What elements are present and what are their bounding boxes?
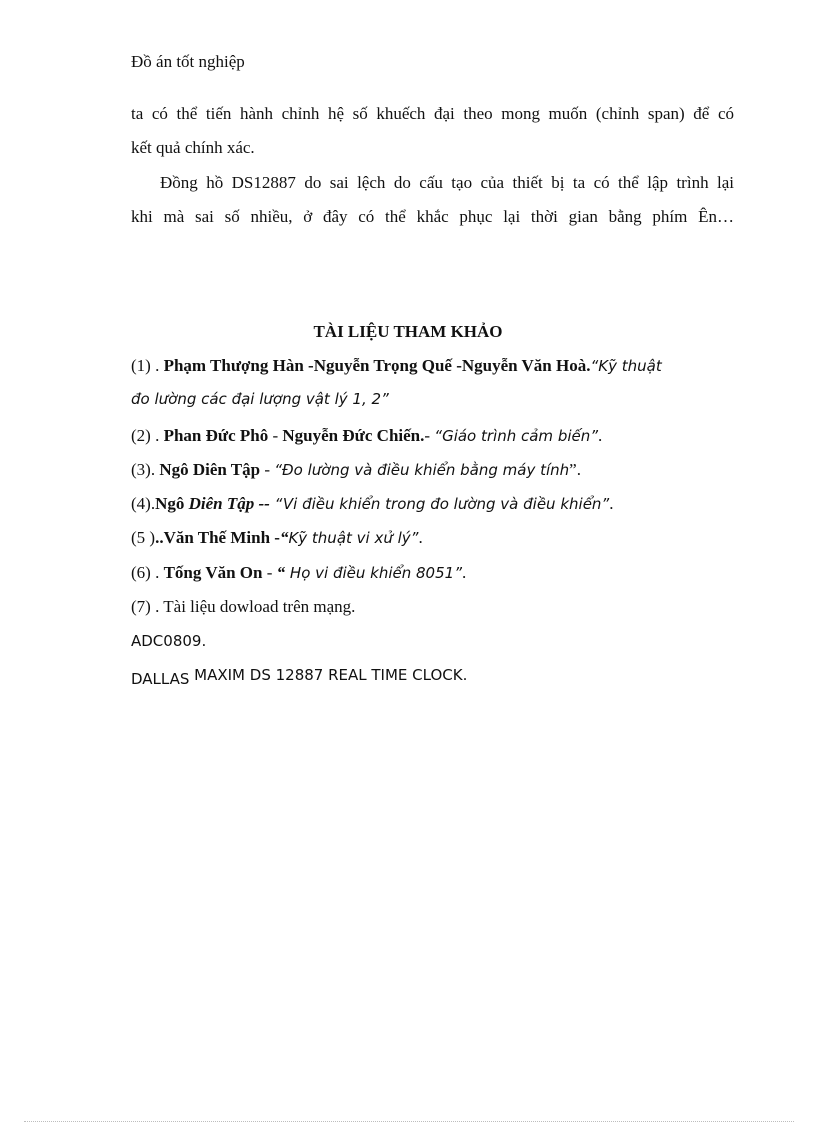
reference-9-part-2: MAXIM DS 12887 REAL TIME CLOCK. [189,666,468,684]
reference-2-title: “Giáo trình cảm biến” [434,427,599,445]
reference-4-author-bold: Ngô [155,494,189,513]
reference-1 [131,356,662,376]
reference-4-title: “Vi điều khiển trong đo lường và điều khiển” [269,495,610,513]
reference-1-title: “Kỹ thuật [590,357,662,375]
body-paragraph-2-line-2: khi mà sai số nhiều, ở đây có thể khắc phục lại thời gian bằng phím Ên… [131,207,734,226]
reference-4-end: . [609,494,614,513]
reference-2-separator: - [268,426,283,445]
reference-1-number: (1) . [131,356,164,375]
reference-1-title-cont: đo lường các đại lượng vật lý 1, 2” [131,390,389,408]
reference-4 [131,494,613,514]
reference-6 [131,563,466,583]
reference-3-number: (3). [131,460,160,479]
reference-8: ADC0809. [131,632,207,650]
reference-2 [131,426,602,446]
reference-1-authors: Phạm Thượng Hàn -Nguyễn Trọng Quế -Nguyễn Văn Hoà. [163,356,591,375]
reference-4-number: (4). [131,494,156,513]
reference-5-quote: “ [279,528,289,547]
reference-3-title: “Đo lường và điều khiển bằng máy tính [274,461,570,479]
reference-2-author-1: Phan Đức Phô [163,426,269,445]
body-paragraph-2-line-1: Đồng hồ DS12887 do sai lệch do cấu tạo của thiết bị ta có thể lập trình lại [160,173,734,192]
reference-6-quote: “ [276,563,286,582]
reference-5-end: . [418,528,423,547]
reference-3-separator: - [260,460,275,479]
body-paragraph-1-line-2: kết quả chính xác. [131,138,255,157]
reference-3 [131,460,581,480]
reference-6-separator: - [262,563,277,582]
reference-6-title: Họ vi điều khiển 8051” [285,564,462,582]
reference-3-author: Ngô Diên Tập [159,460,261,479]
reference-1-continued [131,389,389,409]
reference-6-author: Tống Văn On [163,563,263,582]
reference-2-number: (2) . [131,426,164,445]
page-header: Đồ án tốt nghiệp [131,52,245,71]
reference-6-number: (6) . [131,563,164,582]
reference-5-title: Kỹ thuật vi xử lý” [288,529,419,547]
reference-2-end: . [598,426,603,445]
reference-7: (7) . Tài liệu dowload trên mạng. [131,597,356,616]
reference-2-author-2: Nguyễn Đức Chiến. [282,426,425,445]
page-bottom-border [24,1121,794,1122]
reference-9 [131,665,468,688]
reference-5-author: ..Văn Thế Minh - [155,528,280,547]
reference-5-number: (5 ) [131,528,156,547]
references-heading: TÀI LIỆU THAM KHẢO [313,322,503,341]
reference-6-end: . [461,563,467,582]
reference-2-dash: - [424,426,435,445]
reference-5 [131,528,423,548]
reference-9-part-1: DALLAS [131,670,190,688]
reference-3-end: ”. [569,460,581,479]
body-paragraph-1-line-1: ta có thể tiến hành chỉnh hệ số khuếch đại theo mong muốn (chỉnh span) để có [131,104,734,123]
reference-4-author-bold-italic: Diên Tập -- [188,494,270,513]
